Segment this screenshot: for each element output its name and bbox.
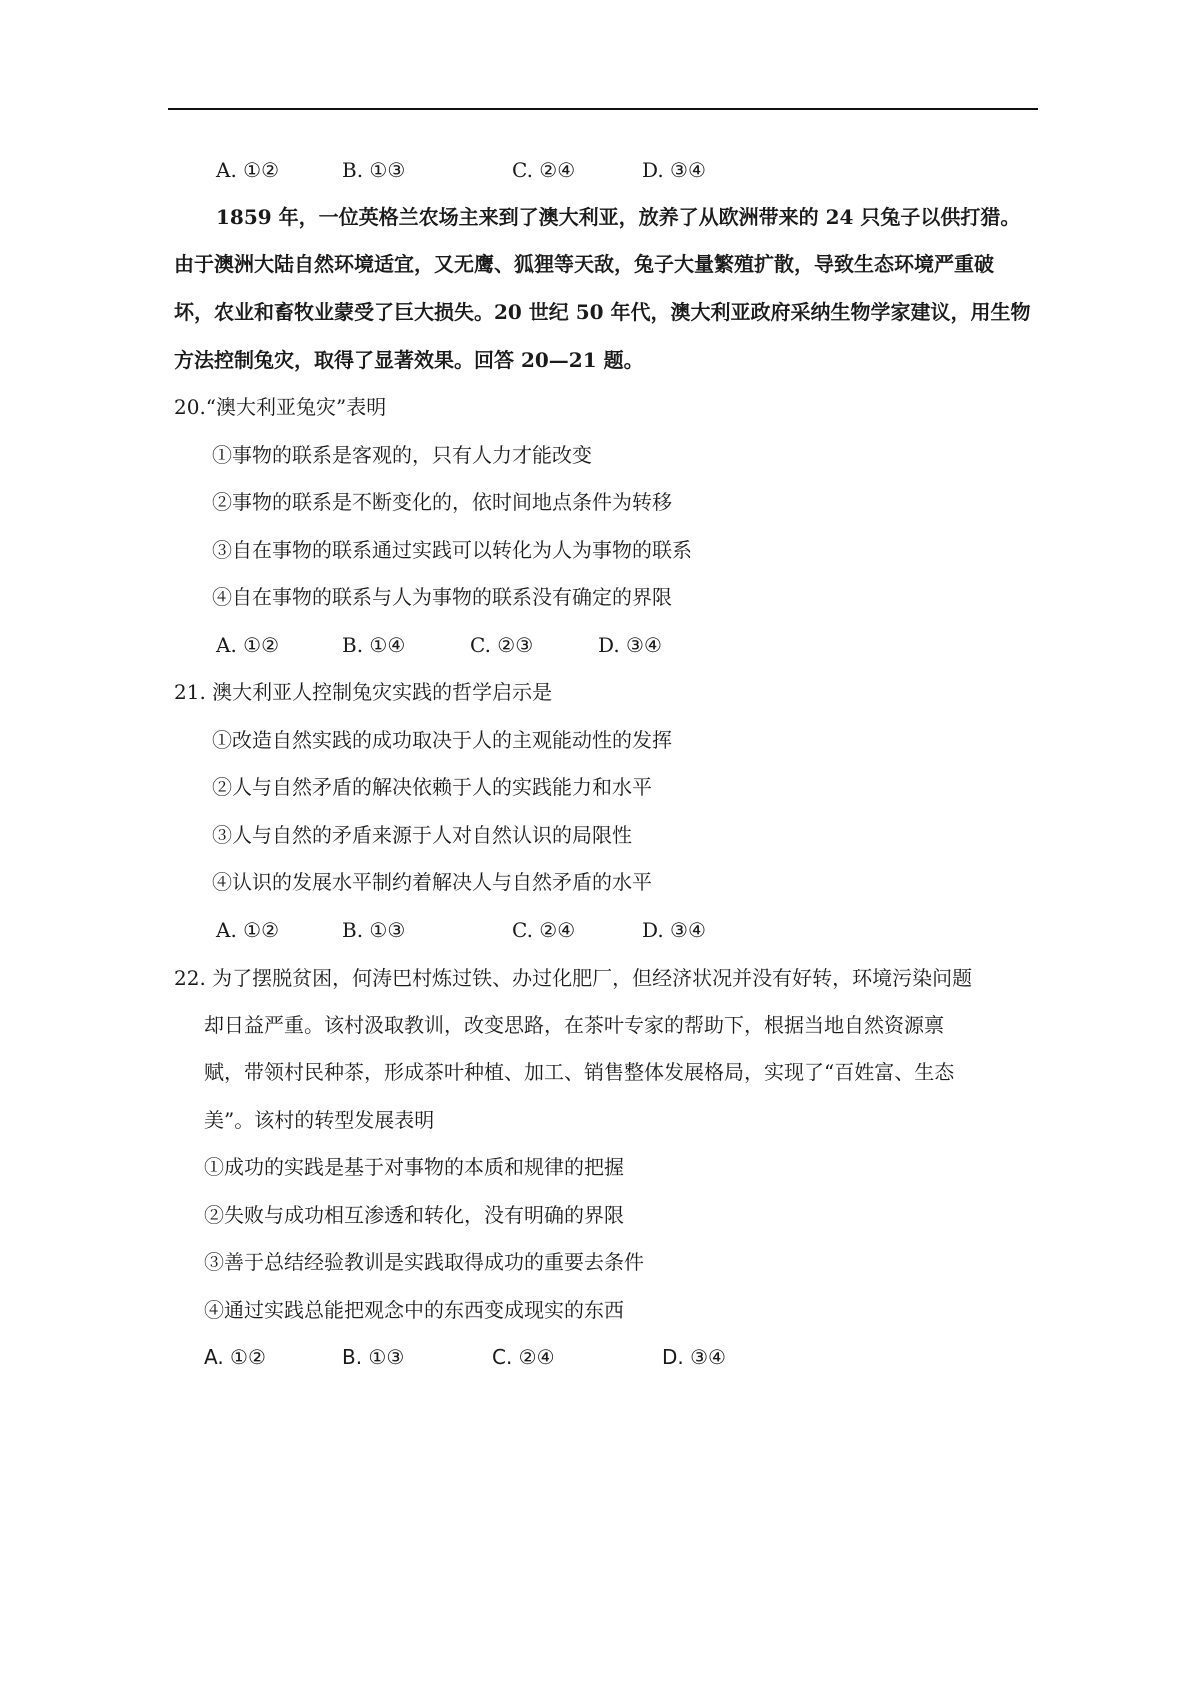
q21-item-4: ④认识的发展水平制约着解决人与自然矛盾的水平 [212,870,652,894]
q19-option-a: A. ①② [216,158,280,182]
q21-option-c: C. ②④ [512,918,576,942]
q21-option-b: B. ①③ [342,918,406,942]
q22-item-3: ③善于总结经验教训是实践取得成功的重要去条件 [204,1250,644,1274]
header-rule [168,108,1038,110]
q21-option-d: D. ③④ [642,918,706,942]
q22-stem-line-1: 22. 为了摆脱贫困，何涛巴村炼过铁、办过化肥厂，但经济状况并没有好转，环境污染问题 [174,966,973,990]
q20-stem: 20.“澳大利亚兔灾”表明 [174,395,387,419]
q22-option-d: D. ③④ [662,1345,726,1369]
q20-item-1: ①事物的联系是客观的，只有人力才能改变 [212,443,592,467]
q20-option-a: A. ①② [216,633,280,657]
q21-item-2: ②人与自然矛盾的解决依赖于人的实践能力和水平 [212,775,652,799]
q22-stem-line-2: 却日益严重。该村汲取教训，改变思路，在茶叶专家的帮助下，根据当地自然资源禀 [204,1013,944,1037]
q20-item-4: ④自在事物的联系与人为事物的联系没有确定的界限 [212,585,672,609]
q21-option-a: A. ①② [216,918,280,942]
passage-line-4: 方法控制兔灾，取得了显著效果。回答 20—21 题。 [174,348,644,372]
q22-stem-line-3: 赋，带领村民种茶，形成茶叶种植、加工、销售整体发展格局，实现了“百姓富、生态 [204,1060,955,1084]
q22-option-c: C. ②④ [492,1345,555,1369]
q19-option-d: D. ③④ [642,158,706,182]
q22-option-a: A. ①② [204,1345,266,1369]
q20-option-c: C. ②③ [470,633,534,657]
q21-item-1: ①改造自然实践的成功取决于人的主观能动性的发挥 [212,728,672,752]
q22-item-1: ①成功的实践是基于对事物的本质和规律的把握 [204,1155,624,1179]
q22-item-4: ④通过实践总能把观念中的东西变成现实的东西 [204,1298,624,1322]
passage-line-2: 由于澳洲大陆自然环境适宜，又无鹰、狐狸等天敌，兔子大量繁殖扩散，导致生态环境严重破 [174,252,994,276]
q22-item-2: ②失败与成功相互渗透和转化，没有明确的界限 [204,1203,624,1227]
q20-option-d: D. ③④ [598,633,662,657]
passage-line-1: 1859 年，一位英格兰农场主来到了澳大利亚，放养了从欧洲带来的 24 只兔子以供打猎。 [216,205,1021,229]
q20-item-3: ③自在事物的联系通过实践可以转化为人为事物的联系 [212,538,692,562]
q19-option-b: B. ①③ [342,158,406,182]
q22-option-b: B. ①③ [342,1345,405,1369]
q21-item-3: ③人与自然的矛盾来源于人对自然认识的局限性 [212,823,632,847]
q22-stem-line-4: 美”。该村的转型发展表明 [204,1108,435,1132]
q20-option-b: B. ①④ [342,633,406,657]
passage-line-3: 坏，农业和畜牧业蒙受了巨大损失。20 世纪 50 年代，澳大利亚政府采纳生物学家建议，用生物 [174,300,1031,324]
q19-option-c: C. ②④ [512,158,576,182]
q20-item-2: ②事物的联系是不断变化的，依时间地点条件为转移 [212,490,672,514]
q21-stem: 21. 澳大利亚人控制兔灾实践的哲学启示是 [174,680,553,704]
